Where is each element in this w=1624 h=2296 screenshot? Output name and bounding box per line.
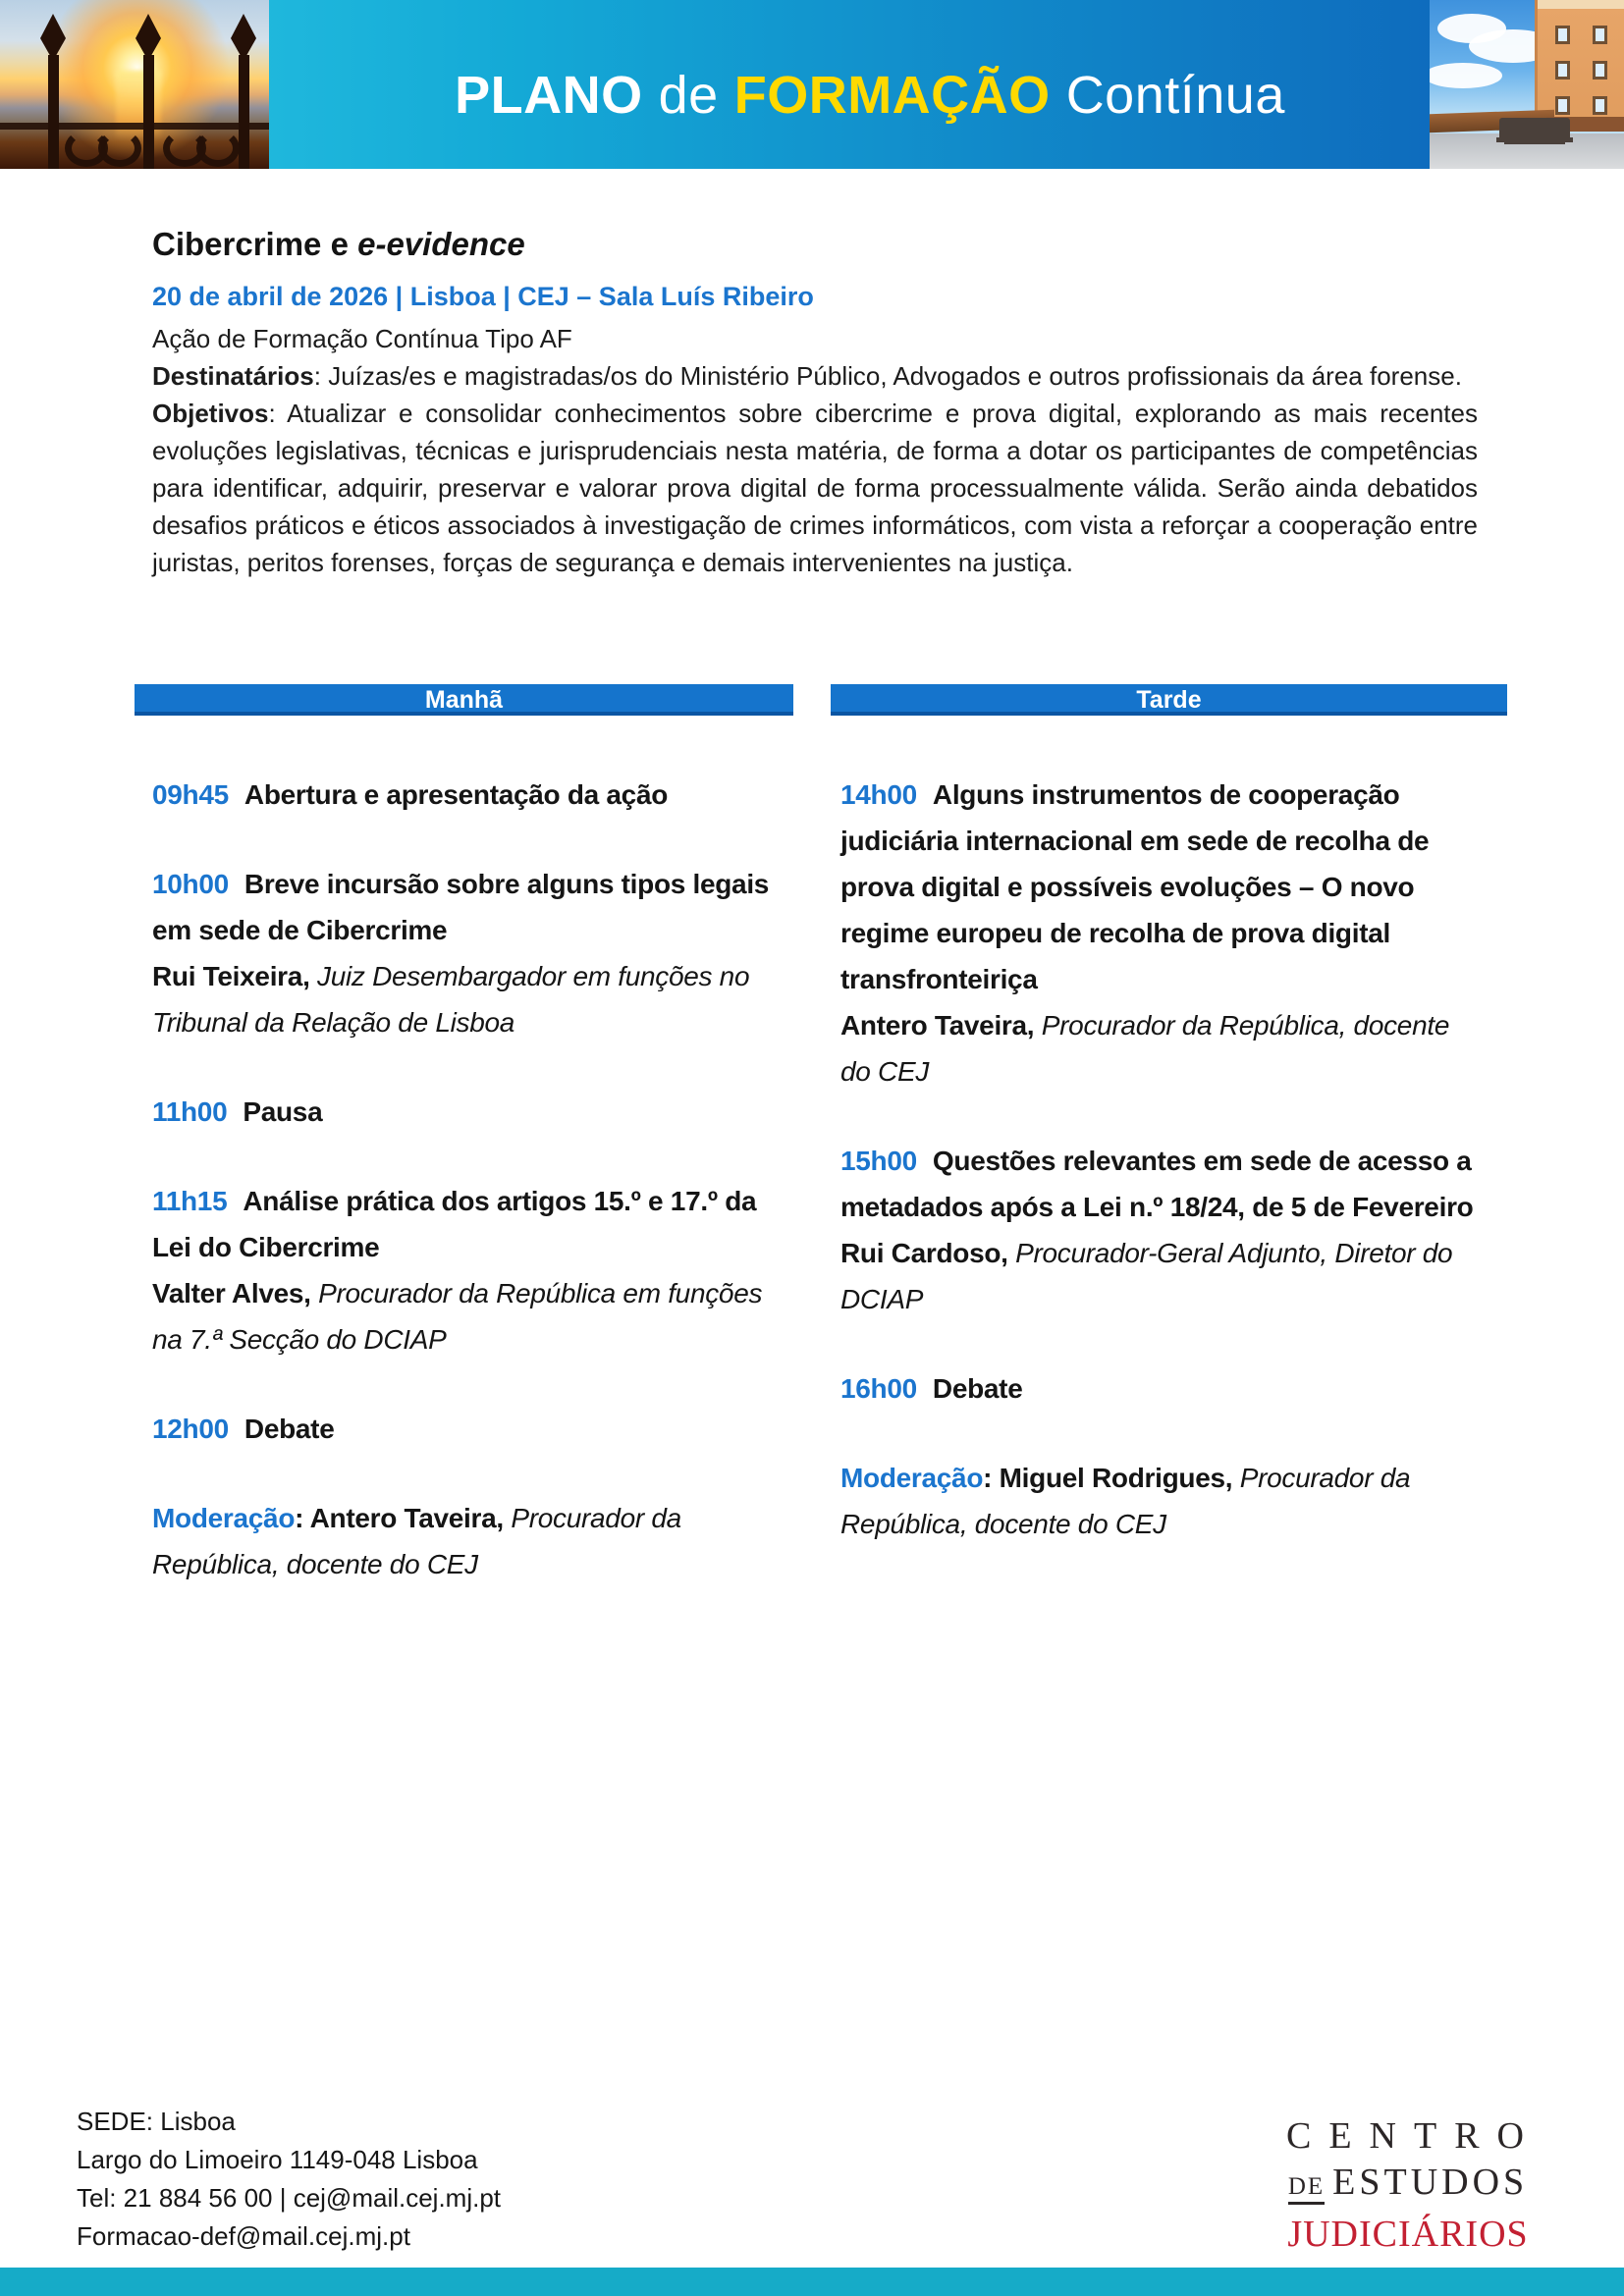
- session-title: Debate: [932, 1373, 1023, 1404]
- speaker-line: [840, 1002, 1481, 1095]
- destinatarios-separator: :: [313, 361, 329, 391]
- objetivos-paragraph: [152, 395, 1478, 581]
- speaker-role: Procurador-Geral Adjunto, Diretor do DCIAP: [840, 1238, 1453, 1314]
- footer-phone-email-line: Tel: 21 884 56 00 | cej@mail.cej.mj.pt: [77, 2183, 502, 2213]
- objetivos-label: Objetivos: [152, 399, 269, 428]
- speaker-separator: ,: [302, 961, 318, 991]
- destinatarios-text: Juízas/es e magistradas/os do Ministério Público, Advogados e outros profissionais da área forense.: [328, 361, 1462, 391]
- fence-finial: [231, 14, 256, 61]
- speaker-line: [152, 953, 788, 1045]
- speaker-name: Antero Taveira: [840, 1010, 1027, 1041]
- morning-header-bar: Manhã: [135, 684, 793, 716]
- window: [1593, 26, 1607, 44]
- session-block: [840, 1365, 1481, 1412]
- fence-post: [239, 55, 249, 169]
- speaker-role: Procurador da República em funções na 7.ª Secção do DCIAP: [152, 1278, 763, 1355]
- morning-column: [152, 772, 788, 1630]
- fence-scrollwork: [98, 130, 141, 167]
- speaker-name: Valter Alves: [152, 1278, 304, 1308]
- session-block: [152, 1178, 788, 1362]
- objetivos-text: Atualizar e consolidar conhecimentos sobre cibercrime e prova digital, explorando as mais recentes evoluções legislativas, técnicas e jurisprudenciais nesta matéria, de forma a dotar os participantes de competências para identificar, adquirir, preservar e valorar prova digital de forma processualmente válida. Serão ainda debatidos desafios práticos e éticos associados à investigação de crimes informáticos, com vista a reforçar a cooperação entre juristas, peritos forenses, forças de segurança e demais intervenientes na justiça.: [152, 399, 1478, 577]
- window: [1555, 61, 1570, 80]
- session-time: 14h00: [840, 779, 917, 810]
- session-time: 12h00: [152, 1414, 229, 1444]
- session-title: Questões relevantes em sede de acesso a metadados após a Lei n.º 18/24, de 5 de Fevereiro: [840, 1146, 1474, 1222]
- afternoon-header-bar: Tarde: [831, 684, 1507, 716]
- header-banner: [0, 0, 1624, 169]
- moderator-name: Miguel Rodrigues: [999, 1463, 1225, 1493]
- fence-finial: [40, 14, 66, 61]
- session-title: Breve incursão sobre alguns tipos legais em sede de Cibercrime: [152, 869, 770, 945]
- speaker-line: [840, 1230, 1481, 1322]
- session-time: 11h00: [152, 1096, 228, 1127]
- logo-estudos: ESTUDOS: [1332, 2162, 1529, 2203]
- banner-word-continua: Contínua: [1065, 66, 1285, 125]
- session-title: Pausa: [243, 1096, 323, 1127]
- session-block: [152, 772, 788, 818]
- destinatarios-paragraph: [152, 357, 1478, 395]
- afternoon-column: [840, 772, 1481, 1590]
- moderation-separator: :: [983, 1463, 1000, 1493]
- banner-word-de: de: [658, 66, 719, 125]
- moderator-name-separator: ,: [496, 1503, 512, 1533]
- fence-post: [143, 55, 154, 169]
- fence-post: [48, 55, 59, 169]
- moderator-name-separator: ,: [1224, 1463, 1240, 1493]
- session-title: Abertura e apresentação da ação: [244, 779, 669, 810]
- moderation-label: Moderação: [840, 1463, 984, 1493]
- window: [1593, 61, 1607, 80]
- window: [1593, 96, 1607, 115]
- moderator-role: Procurador da República, docente do CEJ: [152, 1503, 681, 1579]
- event-meta: [152, 320, 1478, 581]
- session-time: 15h00: [840, 1146, 917, 1176]
- page-title-main: Cibercrime e: [152, 226, 358, 262]
- banner-title: [269, 0, 1430, 169]
- session-time: 10h00: [152, 869, 229, 899]
- page-title: [152, 226, 525, 263]
- footer-address-line: Largo do Limoeiro 1149-048 Lisboa: [77, 2145, 478, 2174]
- bench: [1499, 118, 1569, 139]
- session-time: 11h15: [152, 1186, 228, 1216]
- fence-scrollwork: [196, 130, 240, 167]
- session-block: [152, 861, 788, 1045]
- session-time: 09h45: [152, 779, 229, 810]
- sunset-photo: [0, 0, 269, 169]
- fence-rail: [0, 123, 269, 130]
- date-location-line: 20 de abril de 2026 | Lisboa | CEJ – Sala Luís Ribeiro: [152, 282, 814, 311]
- speaker-name: Rui Teixeira: [152, 961, 303, 991]
- session-block: [840, 772, 1481, 1095]
- objetivos-separator: :: [268, 399, 288, 428]
- moderation-note: [152, 1495, 788, 1587]
- session-title: Análise prática dos artigos 15.º e 17.º da Lei do Cibercrime: [152, 1186, 757, 1262]
- logo-de-estudos: [1261, 2160, 1555, 2210]
- window: [1555, 26, 1570, 44]
- session-title: Alguns instrumentos de cooperação judiciária internacional em sede de recolha de prova digital e possíveis evoluções – O novo regime europeu de recolha de prova digital transfronteiriça: [840, 779, 1430, 994]
- footer-sede-line: SEDE: Lisboa: [77, 2107, 236, 2136]
- session-block: [840, 1138, 1481, 1322]
- fence-finial: [135, 14, 161, 61]
- bottom-teal-bar: [0, 2268, 1624, 2296]
- session-title: Debate: [244, 1414, 335, 1444]
- speaker-role: Juiz Desembargador em funções no Tribunal da Relação de Lisboa: [152, 961, 750, 1038]
- speaker-line: [152, 1270, 788, 1362]
- cej-logo: [1261, 2112, 1555, 2259]
- footer-formacao-email-line: Formacao-def@mail.cej.mj.pt: [77, 2221, 410, 2251]
- moderation-note: [840, 1455, 1481, 1547]
- event-type-line: Ação de Formação Contínua Tipo AF: [152, 324, 572, 353]
- footer-contact-block: [77, 2103, 501, 2256]
- session-block: [152, 1089, 788, 1135]
- destinatarios-label: Destinatários: [152, 361, 314, 391]
- session-block: [152, 1406, 788, 1452]
- speaker-separator: ,: [303, 1278, 319, 1308]
- speaker-role: Procurador da República, docente do CEJ: [840, 1010, 1450, 1087]
- session-time: 16h00: [840, 1373, 917, 1404]
- moderation-separator: :: [295, 1503, 310, 1533]
- speaker-separator: ,: [1001, 1238, 1016, 1268]
- logo-judiciarios: JUDICIÁRIOS: [1287, 2214, 1529, 2255]
- speaker-separator: ,: [1026, 1010, 1042, 1041]
- logo-centro: CENTRO: [1286, 2115, 1542, 2157]
- banner-word-formacao: FORMAÇÃO: [733, 66, 1051, 125]
- moderation-label: Moderação: [152, 1503, 296, 1533]
- moderator-role: Procurador da República, docente do CEJ: [840, 1463, 1411, 1539]
- window: [1555, 96, 1570, 115]
- page-title-italic: e-evidence: [357, 226, 525, 262]
- cej-building-photo: [1430, 0, 1624, 169]
- banner-word-plano: PLANO: [455, 66, 643, 125]
- moderator-name: Antero Taveira: [309, 1503, 497, 1533]
- cloud: [1430, 63, 1502, 88]
- speaker-name: Rui Cardoso: [840, 1238, 1001, 1268]
- logo-de: DE: [1288, 2173, 1325, 2205]
